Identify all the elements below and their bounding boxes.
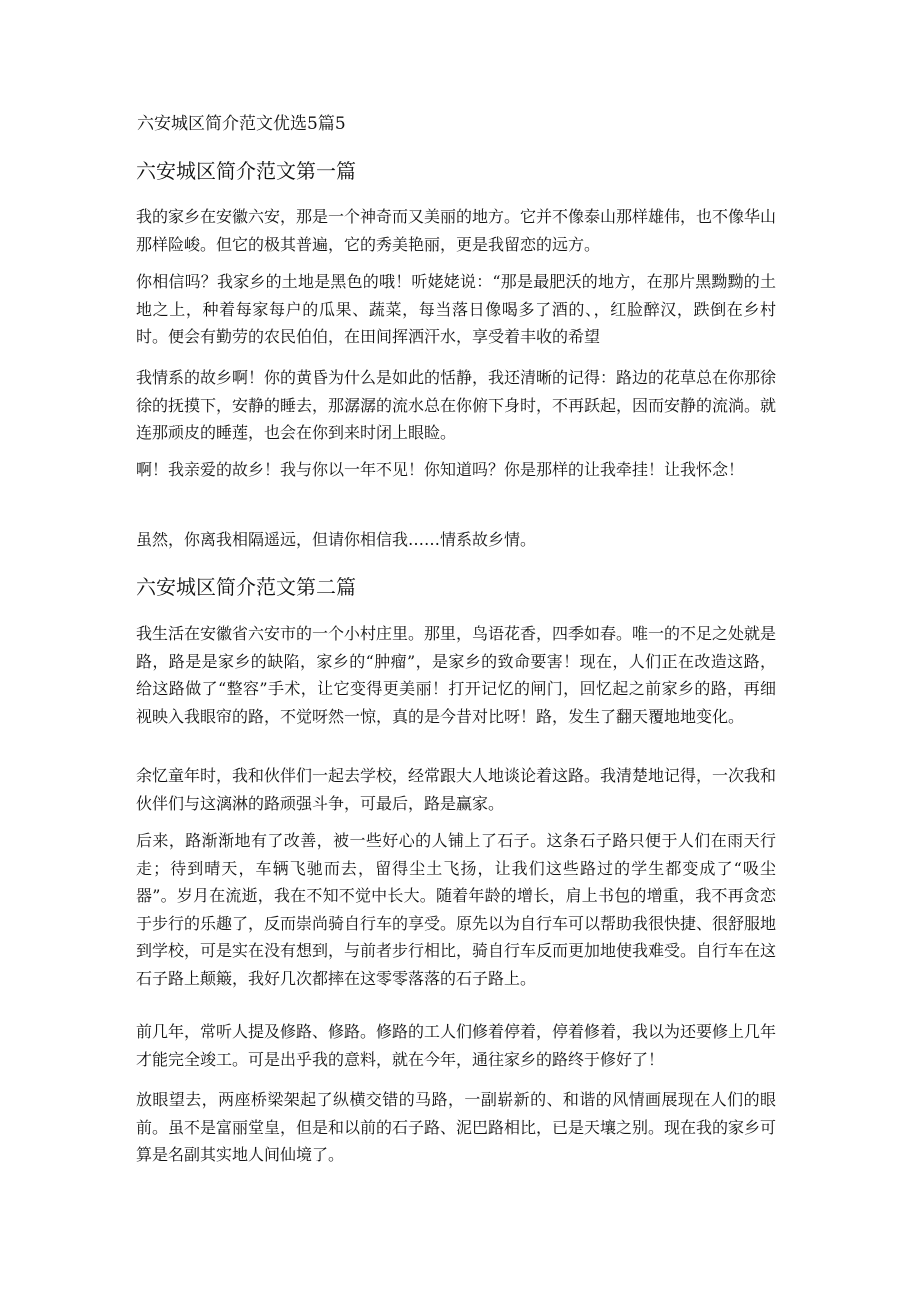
section-heading-2: 六安城区简介范文第二篇 xyxy=(136,575,356,599)
section-heading-1: 六安城区简介范文第一篇 xyxy=(136,159,356,183)
paragraph: 啊！我亲爱的故乡！我与你以一年不见！你知道吗？你是那样的让我牵挂！让我怀念！ xyxy=(136,460,745,479)
document-title: 六安城区简介范文优选5篇5 xyxy=(137,114,346,134)
paragraph: 我的家乡在安徽六安，那是一个神奇而又美丽的地方。它并不像泰山那样雄伟，也不像华山那样险峻。但它的极其普遍，它的秀美艳丽，更是我留恋的远方。 xyxy=(136,207,777,254)
paragraph: 余忆童年时，我和伙伴们一起去学校，经常跟大人地谈论着这路。我清楚地记得，一次我和伙伴们与这漓淋的路顽强斗争，可最后，路是赢家。 xyxy=(136,766,777,813)
paragraph: 放眼望去，两座桥梁架起了纵横交错的马路，一副崭新的、和谐的风情画展现在人们的眼前。虽不是富丽堂皇，但是和以前的石子路、泥巴路相比，已是天壤之别。现在我的家乡可算是名副其实地人间仙境了。 xyxy=(136,1090,777,1164)
paragraph: 虽然，你离我相隔遥远，但请你相信我……情系故乡情。 xyxy=(136,530,537,549)
paragraph: 你相信吗？我家乡的土地是黑色的哦！听姥姥说：“那是最肥沃的地方，在那片黑黝黝的土地之上，种着每家每户的瓜果、蔬菜，每当落日像喝多了酒的、，红脸醉汉，跌倒在乡村时。便会有勤劳的农民伯伯，在田间挥洒汗水，享受着丰收的希望 xyxy=(136,272,776,346)
paragraph: 后来，路渐渐地有了改善，被一些好心的人铺上了石子。这条石子路只便于人们在雨天行走；待到晴天，车辆飞驰而去，留得尘土飞扬，让我们这些路过的学生都变成了“吸尘器”。岁月在流逝，我在不知不觉中长大。随着年龄的增长，肩上书包的增重，我不再贪恋于步行的乐趣了，反而崇尚骑自行车的享受。原先以为自行车可以帮助我很快捷、很舒服地到学校，可是实在没有想到，与前者步行相比，骑自行车反而更加地使我难受。自行车在这石子路上颠簸，我好几次都摔在这零零落落的石子路上。 xyxy=(136,831,777,988)
paragraph: 前几年，常听人提及修路、修路。修路的工人们修着停着，停着修着，我以为还要修上几年才能完全竣工。可是出乎我的意料，就在今年，通往家乡的路终于修好了！ xyxy=(136,1022,777,1069)
paragraph: 我情系的故乡啊！你的黄昏为什么是如此的恬静，我还清晰的记得：路边的花草总在你那徐徐的抚摸下，安静的睡去，那潺潺的流水总在你俯下身时，不再跃起，因而安静的流淌。就连那顽皮的睡莲，也会在你到来时闭上眼睑。 xyxy=(136,368,777,442)
paragraph: 我生活在安徽省六安市的一个小村庄里。那里，鸟语花香，四季如春。唯一的不足之处就是路，路是是家乡的缺陷，家乡的“肿瘤”，是家乡的致命要害！现在，人们正在改造这路，给这路做了“整容”手术，让它变得更美丽！打开记忆的闸门，回忆起之前家乡的路，再细视映入我眼帘的路，不觉呀然一惊，真的是今昔对比呀！路，发生了翻天覆地地变化。 xyxy=(136,624,777,726)
